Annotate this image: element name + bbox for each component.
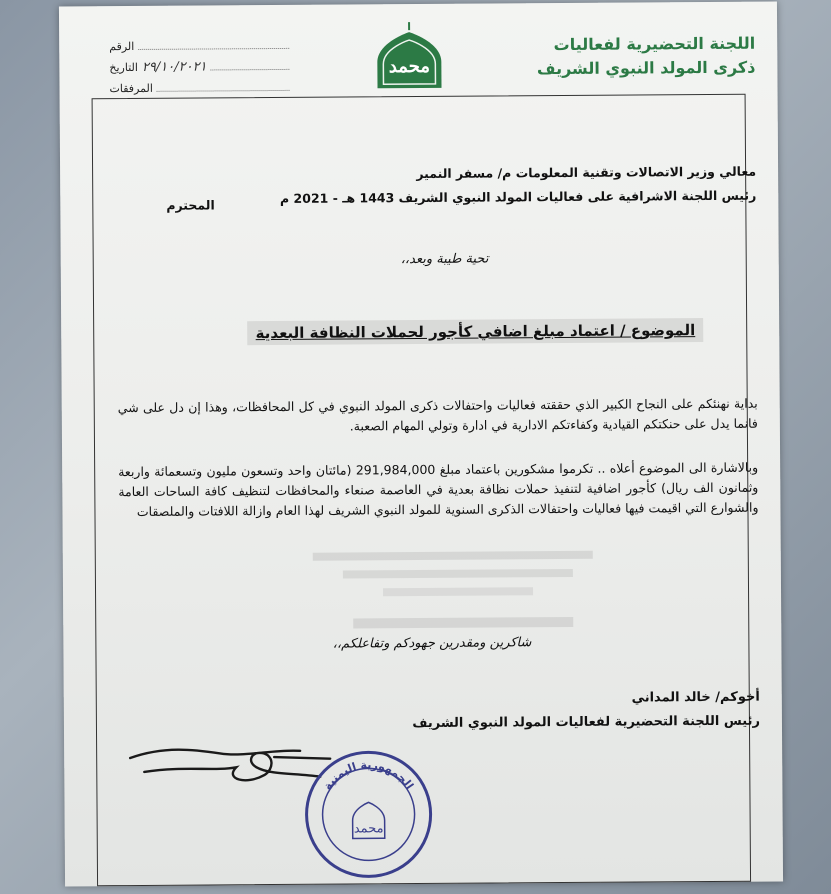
letter-page (59, 2, 783, 887)
letter-meta-fields (109, 35, 289, 99)
org-line-1: اللجنة التحضيرية لفعاليات (553, 33, 756, 55)
org-line-2: ذكرى المولد النبوي الشريف (536, 57, 756, 79)
subject-line: الموضوع / اعتماد مبلغ اضافي كأجور لحملات النظافة البعدية (248, 318, 704, 345)
stamp-center-text: محمد (353, 821, 384, 837)
mosque-logo-icon (369, 18, 450, 93)
bleed-through-watermark (293, 545, 614, 637)
field-date (109, 56, 289, 78)
field-number (109, 35, 289, 57)
recipient-line-1: معالي وزير الاتصالات وتقنية المعلومات م/ مسفر النمير (416, 163, 757, 182)
body-paragraph-2: وبالاشارة الى الموضوع أعلاه .. تكرموا مشكورين باعتماد مبلغ 291,984,000 (مائتان واحد وتسعون مليون وتسعمائة واربعة وثمانون الف ريال) كأجور اضافية لتنفيذ حملات نظافة بعدية في العاصمة صنعاء والمحافظات لتنظيف كافة الساحات العامة والشوارع التي اقيمت فيها فعاليات واحتفالات الذكرى السنوية للمولد النبوي الشريف لهذا العام وازالة اللافتات والملصقات (118, 459, 759, 519)
recipient-line-2: رئيس اللجنة الاشرافية على فعاليات المولد النبوي الشريف 1443 هـ - 2021 م (279, 187, 757, 206)
logo-text: محمد (388, 55, 431, 78)
stamp-outer-text: الجمهورية اليمنية (320, 758, 416, 793)
recipient-honorific: المحترم (166, 197, 215, 213)
official-stamp (302, 748, 435, 881)
signature-block (412, 686, 760, 736)
body-paragraph-1: بداية نهنئكم على النجاح الكبير الذي حققته فعاليات واحتفالات ذكرى المولد النبوي في كل المحافظات، وهذا إن دل على شي فانما يدل على حنكتكم القيادية وكفاءتكم الادارية في ادارة وتولي المهام الصعبة. (117, 395, 758, 434)
closing-line: شاكرين ومقدرين جهودكم وتفاعلكم،، (332, 635, 532, 652)
signer-name: أخوكم/ خالد المداني (631, 689, 760, 706)
field-date-value: ٢٩/١٠/٢٠٢١ (141, 59, 207, 75)
signer-title: رئيس اللجنة التحضيرية لفعاليات المولد النبوي الشريف (412, 713, 760, 732)
field-date-label: التاريخ (109, 60, 138, 75)
field-attachments (109, 77, 289, 99)
organization-header (537, 32, 756, 82)
field-attachments-label: المرفقات (109, 81, 153, 96)
greeting: تحية طيبة وبعد،، (400, 251, 489, 268)
field-number-label: الرقم (109, 39, 135, 54)
recipient-block (156, 160, 756, 212)
